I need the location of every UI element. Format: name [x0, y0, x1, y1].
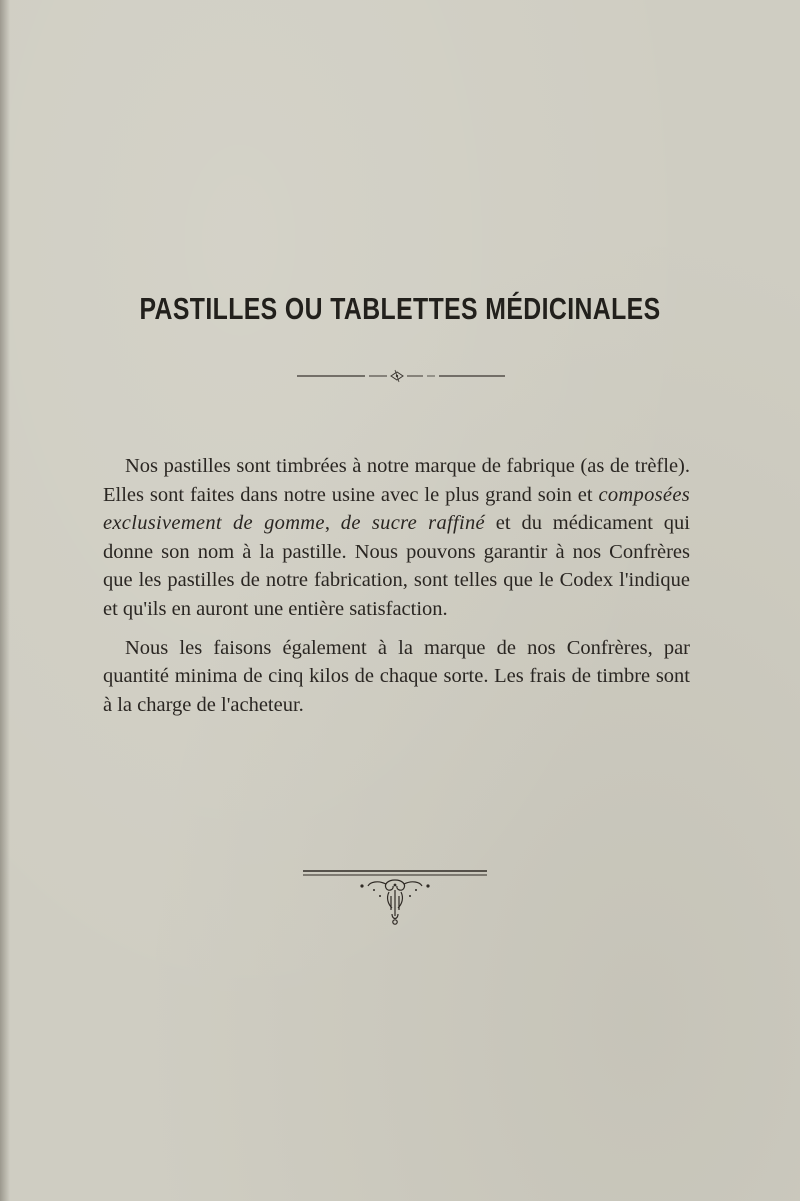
body-paragraph — [103, 452, 690, 624]
text-segment: et du médicament qui donne son nom à la pastille. Nous pouvons garantir à nos Confrères que les pastilles de notre fabrication, sont telles que le Codex l'indique et qu'ils en auront une entière satisfaction. — [103, 512, 691, 620]
page-edge-shadow — [0, 0, 10, 1201]
italic-text-segment: composées exclusivement de gomme — [103, 483, 690, 535]
tailpiece-flourish-ornament — [300, 866, 490, 928]
text-segment: , — [324, 512, 341, 535]
body-paragraph — [103, 634, 690, 720]
italic-text-segment: de sucre raffiné — [340, 512, 485, 535]
text-segment: Nous les faisons également à la marque de nos Confrères, par quantité minima de cinq kilos de chaque sorte. Les frais de timbre sont à la charge de l'acheteur. — [103, 636, 690, 716]
page-title: PASTILLES OU TABLETTES MÉDICINALES — [139, 291, 661, 326]
text-segment: Nos pastilles sont timbrées à notre marque de fabrique (as de trèfle). Elles sont faites dans notre usine avec le plus grand soin et — [103, 455, 690, 506]
body-text — [103, 452, 690, 719]
title-rule-ornament — [295, 366, 507, 384]
